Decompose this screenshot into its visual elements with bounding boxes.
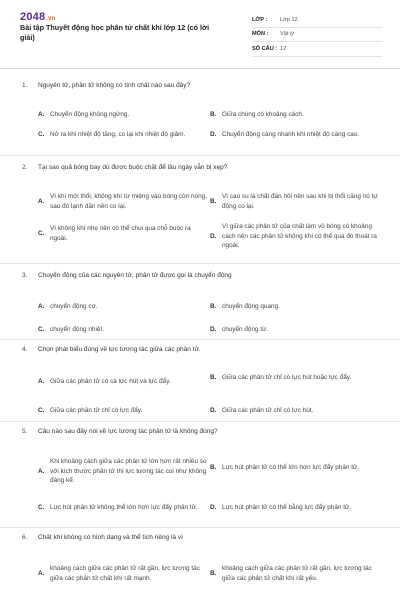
question-divider	[0, 421, 400, 422]
option-text: Lực hút phân tử có thể lớn hơn lực đẩy phân tử.	[222, 464, 360, 472]
option-text: khoảng cách giữa các phân tử rất gần, lực tương tác giữa các phân tử chất khí rất mạnh.	[50, 565, 200, 582]
option-letter: D.	[210, 131, 217, 139]
meta-row-subject	[252, 28, 382, 43]
option-letter: B.	[210, 464, 217, 472]
option-d[interactable]	[210, 503, 382, 512]
option-letter: A.	[38, 467, 45, 475]
meta-value: 12	[280, 45, 287, 52]
question-head	[22, 533, 382, 542]
option-a[interactable]	[38, 192, 208, 211]
question-text: Chọn phát biểu đúng về lực tương tác giữa các phân tử.	[38, 346, 201, 353]
option-letter: A.	[38, 111, 45, 119]
option-c[interactable]	[38, 406, 208, 415]
option-text: Vì khi mới thổi, không khí từ miệng vào bóng còn nóng, sau đó lạnh dần nên co lại.	[50, 193, 207, 210]
question-text: Chuyển động của các nguyên tử, phân tử được gọi là chuyển động	[38, 272, 232, 279]
option-letter: A.	[38, 198, 45, 206]
question-6	[22, 533, 382, 582]
option-text: Lực hút phân tử không thể lớn hơn lực đẩy phân tử.	[50, 504, 198, 512]
option-text: Lực hút phân tử có thể bằng lực đẩy phân tử.	[222, 504, 352, 512]
option-letter: C.	[38, 230, 45, 238]
question-2	[22, 163, 382, 249]
option-d[interactable]	[210, 222, 382, 250]
question-divider	[0, 339, 400, 340]
question-text: Nguyên tử, phân tử không có tính chất nào sau đây?	[38, 82, 191, 89]
question-number: 2.	[22, 164, 28, 171]
option-letter: A.	[38, 303, 45, 311]
option-d[interactable]	[210, 130, 382, 139]
meta-key: MÔN :	[252, 31, 269, 38]
option-text: Chuyển động không ngừng.	[50, 111, 130, 119]
question-number: 1.	[22, 82, 28, 89]
option-text: Khi khoảng cách giữa các phân tử lớn hơn rất nhiều so với kích thước phân tử thì lực tương tác coi như không đáng kể.	[50, 458, 207, 484]
option-a[interactable]	[38, 110, 208, 119]
option-letter: C.	[38, 326, 45, 334]
option-text: Vì không khí nhẹ nên có thể chui qua chỗ buộc ra ngoài.	[50, 225, 191, 242]
header	[0, 0, 400, 60]
option-text: Vì giữa các phân tử của chất làm vỏ bóng có khoảng cách nên các phân tử không khí có thể qua đó thoát ra ngoài.	[222, 223, 377, 249]
option-letter: B.	[210, 198, 217, 206]
question-number: 4.	[22, 346, 28, 353]
option-c[interactable]	[38, 130, 208, 139]
option-text: Nở ra khi nhiệt độ tăng, co lại khi nhiệt độ giảm.	[50, 131, 186, 139]
meta-key: LỚP :	[252, 16, 268, 23]
option-text: Giữa các phân tử chỉ có lực hút.	[222, 407, 314, 415]
option-letter: A.	[38, 378, 45, 386]
option-b[interactable]	[210, 302, 382, 311]
option-text: Chuyển động càng nhanh khi nhiệt độ càng cao.	[222, 131, 360, 139]
option-text: khoảng cách giữa các phân tử rất gần, lực tương tác giữa các phân tử chất khí rất yếu.	[222, 565, 372, 582]
question-text: Tại sao quả bóng bay dù được buộc chặt để lâu ngày vẫn bị xẹp?	[38, 164, 228, 171]
option-text: Vì cao su là chất đàn hồi nên sau khi bị thổi căng nó tự động co lại.	[222, 193, 378, 210]
option-d[interactable]	[210, 325, 382, 334]
question-text: Chất khí không có hình dạng và thể tích riêng là vì	[38, 534, 183, 541]
option-text: Giữa các phân tử chỉ có lực hút hoặc lực đẩy.	[222, 374, 352, 382]
question-divider	[0, 527, 400, 528]
option-letter: B.	[210, 374, 217, 382]
option-letter: D.	[210, 407, 217, 415]
meta-table	[252, 13, 382, 57]
question-number: 6.	[22, 534, 28, 541]
meta-value: Vật lý	[280, 31, 294, 38]
option-b[interactable]	[210, 373, 382, 382]
option-letter: C.	[38, 131, 45, 139]
option-letter: D.	[210, 326, 217, 334]
logo-suffix: .vn	[46, 16, 56, 22]
question-head	[22, 345, 382, 354]
option-b[interactable]	[210, 110, 382, 119]
question-text: Câu nào sau đây nói về lực tương tác phân tử là không đúng?	[38, 428, 218, 435]
option-letter: C.	[38, 504, 45, 512]
question-1	[22, 81, 382, 139]
option-c[interactable]	[38, 503, 208, 512]
option-letter: B.	[210, 570, 217, 578]
option-c[interactable]	[38, 325, 208, 334]
header-divider	[0, 68, 400, 69]
option-b[interactable]	[210, 192, 382, 211]
option-letter: B.	[210, 111, 217, 119]
meta-row-class	[252, 13, 382, 28]
option-text: chuyển động cơ.	[50, 303, 98, 311]
question-divider	[0, 155, 400, 156]
question-number: 5.	[22, 428, 28, 435]
question-head	[22, 163, 382, 172]
option-b[interactable]	[210, 564, 382, 583]
option-a[interactable]	[38, 457, 208, 485]
option-text: Giữa chúng có khoảng cách.	[222, 111, 304, 119]
option-a[interactable]	[38, 377, 208, 386]
question-number: 3.	[22, 272, 28, 279]
question-5	[22, 427, 382, 512]
option-a[interactable]	[38, 302, 208, 311]
question-divider	[0, 263, 400, 264]
option-a[interactable]	[38, 564, 208, 583]
option-c[interactable]	[38, 224, 208, 243]
question-head	[22, 271, 382, 280]
option-letter: A.	[38, 570, 45, 578]
option-text: Giữa các phân tử có cả lực hút và lực đẩy.	[50, 378, 171, 386]
document-title: Bài tập Thuyết động học phân tử chất khí lớp 12 (có lời giải)	[20, 23, 210, 42]
question-head	[22, 81, 382, 90]
option-text: chuyển động nhiệt.	[50, 326, 105, 334]
option-letter: B.	[210, 303, 217, 311]
logo-text: 2048	[20, 11, 46, 23]
question-3	[22, 271, 382, 334]
option-letter: D.	[210, 232, 217, 240]
option-d[interactable]	[210, 406, 382, 415]
option-text: Giữa các phân tử chỉ có lực đẩy.	[50, 407, 143, 415]
question-4	[22, 345, 382, 415]
meta-value: Lớp 12	[280, 16, 298, 23]
question-head	[22, 427, 382, 436]
option-b[interactable]	[210, 463, 382, 472]
option-letter: D.	[210, 504, 217, 512]
option-text: chuyển động từ.	[222, 326, 269, 334]
meta-key: SỐ CÂU :	[252, 45, 278, 52]
option-letter: C.	[38, 407, 45, 415]
meta-row-count	[252, 42, 382, 57]
option-text: chuyển động quang.	[222, 303, 280, 311]
